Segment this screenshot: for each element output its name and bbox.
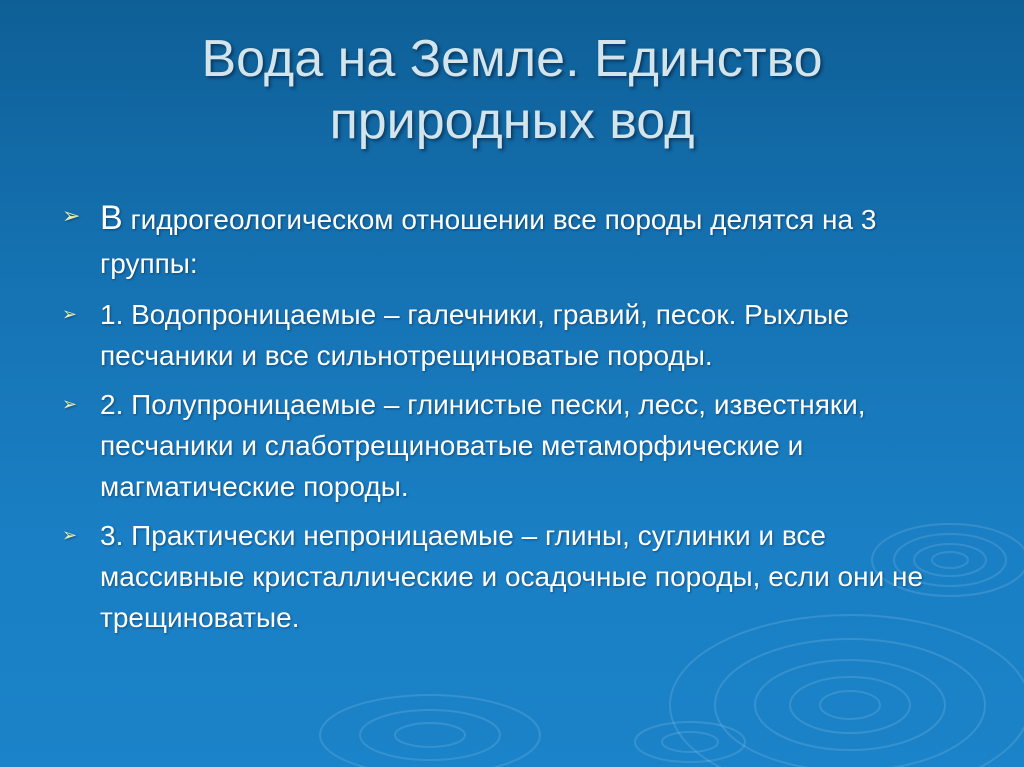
bullet-item-intro	[62, 196, 962, 286]
intro-lead-letter: В	[100, 199, 123, 237]
arrow-bullet-icon: ➢	[62, 304, 78, 325]
semi-permeable-text: 2. Полупроницаемые – глинистые пески, лесс, известняки, песчаники и слаботрещиноватые метаморфические и магматические породы.	[100, 389, 866, 502]
arrow-bullet-icon: ➢	[62, 204, 81, 229]
bullet-item-permeable	[62, 294, 962, 376]
arrow-bullet-icon: ➢	[62, 525, 78, 546]
bullet-item-impermeable	[62, 515, 962, 638]
impermeable-text: 3. Практически непроницаемые – глины, суглинки и все массивные кристаллические и осадочные породы, если они не трещиноватые.	[100, 520, 924, 633]
title-line-1: Вода на Земле. Единство	[201, 30, 823, 88]
bullet-item-semi-permeable	[62, 384, 962, 507]
title-line-2: природных вод	[329, 92, 695, 150]
slide-title	[0, 28, 1024, 152]
arrow-bullet-icon: ➢	[62, 394, 78, 415]
bullet-list	[62, 196, 962, 638]
intro-text: гидрогеологическом отношении все породы делятся на 3 группы:	[100, 204, 877, 279]
permeable-text: 1. Водопроницаемые – галечники, гравий, песок. Рыхлые песчаники и все сильнотрещиноватые породы.	[100, 299, 849, 371]
